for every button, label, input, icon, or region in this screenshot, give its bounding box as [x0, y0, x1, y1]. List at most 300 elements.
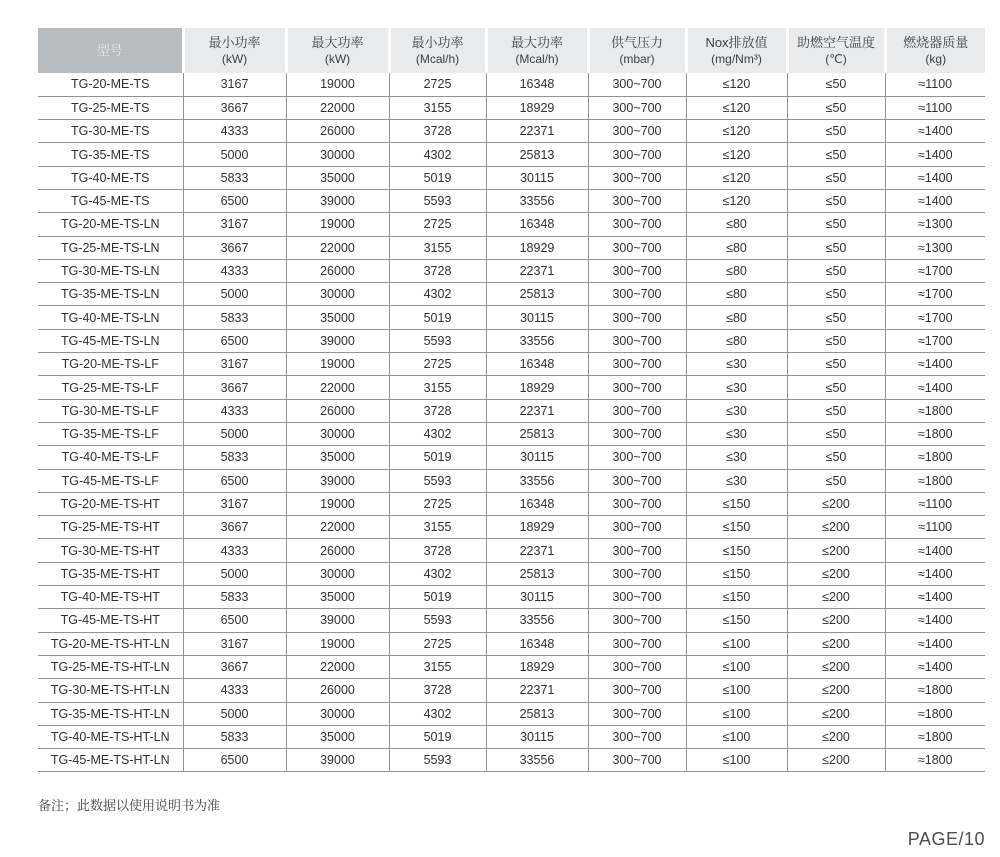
value-cell: ≤30 — [686, 353, 787, 376]
value-cell: 300~700 — [588, 329, 686, 352]
column-title: 最小功率 — [411, 34, 464, 50]
column-unit: (kW) — [324, 51, 351, 66]
value-cell: ≤50 — [787, 166, 885, 189]
value-cell: ≤200 — [787, 749, 885, 772]
value-cell: ≤80 — [686, 259, 787, 282]
value-cell: 22371 — [486, 120, 588, 143]
value-cell: ≈1400 — [885, 143, 985, 166]
value-cell: 35000 — [286, 166, 389, 189]
value-cell: ≈1400 — [885, 586, 985, 609]
model-cell: TG-40-ME-TS — [38, 166, 183, 189]
value-cell: ≈1800 — [885, 679, 985, 702]
value-cell: 300~700 — [588, 702, 686, 725]
value-cell: 5000 — [183, 283, 286, 306]
value-cell: ≤200 — [787, 725, 885, 748]
table-row — [38, 446, 985, 469]
table-row — [38, 539, 985, 562]
value-cell: ≈1800 — [885, 749, 985, 772]
value-cell: ≤50 — [787, 376, 885, 399]
value-cell: 300~700 — [588, 609, 686, 632]
footnote: 备注；此数据以使用说明书为准 — [38, 798, 221, 813]
value-cell: 26000 — [286, 679, 389, 702]
value-cell: ≈1400 — [885, 562, 985, 585]
value-cell: ≈1800 — [885, 725, 985, 748]
value-cell: 16348 — [486, 353, 588, 376]
value-cell: 22000 — [286, 96, 389, 119]
value-cell: ≤200 — [787, 516, 885, 539]
value-cell: 3667 — [183, 236, 286, 259]
value-cell: 4333 — [183, 539, 286, 562]
value-cell: ≤200 — [787, 655, 885, 678]
column-header — [787, 28, 885, 73]
value-cell: 33556 — [486, 609, 588, 632]
value-cell: 300~700 — [588, 376, 686, 399]
value-cell: 19000 — [286, 632, 389, 655]
value-cell: ≤30 — [686, 399, 787, 422]
column-header — [389, 28, 486, 73]
value-cell: 300~700 — [588, 166, 686, 189]
column-unit: (mbar) — [619, 51, 655, 66]
value-cell: 30115 — [486, 725, 588, 748]
value-cell: 3728 — [389, 679, 486, 702]
value-cell: ≤50 — [787, 73, 885, 96]
model-cell: TG-30-ME-TS-HT-LN — [38, 679, 183, 702]
value-cell: 300~700 — [588, 120, 686, 143]
value-cell: ≤100 — [686, 749, 787, 772]
value-cell: 30000 — [286, 702, 389, 725]
value-cell: ≤100 — [686, 655, 787, 678]
value-cell: ≤50 — [787, 469, 885, 492]
value-cell: 6500 — [183, 189, 286, 212]
value-cell: ≈1800 — [885, 469, 985, 492]
value-cell: 22371 — [486, 399, 588, 422]
value-cell: 26000 — [286, 259, 389, 282]
model-cell: TG-30-ME-TS-HT — [38, 539, 183, 562]
value-cell: 5019 — [389, 166, 486, 189]
table-row — [38, 120, 985, 143]
table-row — [38, 143, 985, 166]
value-cell: 3728 — [389, 539, 486, 562]
value-cell: 300~700 — [588, 539, 686, 562]
value-cell: 6500 — [183, 469, 286, 492]
value-cell: ≤80 — [686, 329, 787, 352]
value-cell: ≈1700 — [885, 306, 985, 329]
value-cell: 5000 — [183, 143, 286, 166]
value-cell: 30115 — [486, 306, 588, 329]
value-cell: 2725 — [389, 73, 486, 96]
value-cell: ≈1400 — [885, 609, 985, 632]
model-cell: TG-40-ME-TS-LN — [38, 306, 183, 329]
value-cell: ≈1100 — [885, 516, 985, 539]
value-cell: 5019 — [389, 446, 486, 469]
value-cell: 5000 — [183, 562, 286, 585]
value-cell: 300~700 — [588, 353, 686, 376]
value-cell: 26000 — [286, 120, 389, 143]
table-row — [38, 306, 985, 329]
table-row — [38, 329, 985, 352]
table-row — [38, 469, 985, 492]
value-cell: 33556 — [486, 469, 588, 492]
value-cell: 39000 — [286, 609, 389, 632]
table-row — [38, 166, 985, 189]
model-cell: TG-45-ME-TS-HT — [38, 609, 183, 632]
value-cell: 19000 — [286, 73, 389, 96]
table-row — [38, 259, 985, 282]
value-cell: 18929 — [486, 236, 588, 259]
value-cell: 18929 — [486, 516, 588, 539]
table-row — [38, 609, 985, 632]
value-cell: ≤120 — [686, 143, 787, 166]
value-cell: ≤30 — [686, 469, 787, 492]
value-cell: 3167 — [183, 632, 286, 655]
value-cell: 3167 — [183, 492, 286, 515]
value-cell: ≤200 — [787, 492, 885, 515]
value-cell: 30115 — [486, 446, 588, 469]
value-cell: ≤50 — [787, 143, 885, 166]
column-title: 型号 — [96, 43, 123, 58]
value-cell: ≤120 — [686, 166, 787, 189]
value-cell: 6500 — [183, 609, 286, 632]
value-cell: ≤50 — [787, 353, 885, 376]
value-cell: ≤80 — [686, 306, 787, 329]
value-cell: 5593 — [389, 469, 486, 492]
value-cell: ≈1100 — [885, 73, 985, 96]
value-cell: ≈1400 — [885, 120, 985, 143]
value-cell: 33556 — [486, 189, 588, 212]
model-cell: TG-45-ME-TS-HT-LN — [38, 749, 183, 772]
model-cell: TG-35-ME-TS-HT — [38, 562, 183, 585]
value-cell: 35000 — [286, 586, 389, 609]
value-cell: ≈1400 — [885, 189, 985, 212]
value-cell: ≤200 — [787, 539, 885, 562]
value-cell: ≤100 — [686, 725, 787, 748]
value-cell: 3167 — [183, 353, 286, 376]
table-row — [38, 189, 985, 212]
value-cell: 300~700 — [588, 492, 686, 515]
value-cell: ≈1800 — [885, 446, 985, 469]
column-unit: (kg) — [925, 51, 947, 66]
value-cell: 3728 — [389, 399, 486, 422]
model-cell: TG-25-ME-TS-HT — [38, 516, 183, 539]
value-cell: 300~700 — [588, 213, 686, 236]
value-cell: 39000 — [286, 469, 389, 492]
value-cell: ≤100 — [686, 679, 787, 702]
value-cell: ≈1100 — [885, 492, 985, 515]
value-cell: ≤200 — [787, 609, 885, 632]
value-cell: 3167 — [183, 73, 286, 96]
value-cell: 22000 — [286, 236, 389, 259]
model-cell: TG-45-ME-TS-LN — [38, 329, 183, 352]
value-cell: 300~700 — [588, 73, 686, 96]
value-cell: 5833 — [183, 725, 286, 748]
column-title: 助燃空气温度 — [796, 34, 875, 50]
value-cell: 5833 — [183, 586, 286, 609]
value-cell: ≤150 — [686, 586, 787, 609]
value-cell: ≤30 — [686, 422, 787, 445]
column-title: 最大功率 — [311, 34, 364, 50]
value-cell: 5019 — [389, 586, 486, 609]
value-cell: 300~700 — [588, 586, 686, 609]
value-cell: ≈1400 — [885, 539, 985, 562]
value-cell: ≤50 — [787, 399, 885, 422]
value-cell: 4302 — [389, 422, 486, 445]
table-row — [38, 422, 985, 445]
column-header — [38, 28, 183, 73]
value-cell: 2725 — [389, 353, 486, 376]
table-row — [38, 586, 985, 609]
value-cell: 3667 — [183, 376, 286, 399]
value-cell: 300~700 — [588, 749, 686, 772]
model-cell: TG-35-ME-TS-LN — [38, 283, 183, 306]
value-cell: ≤50 — [787, 236, 885, 259]
value-cell: 300~700 — [588, 469, 686, 492]
value-cell: 3155 — [389, 376, 486, 399]
value-cell: 300~700 — [588, 189, 686, 212]
table-row — [38, 632, 985, 655]
value-cell: ≈1300 — [885, 236, 985, 259]
column-header — [885, 28, 985, 73]
model-cell: TG-45-ME-TS-LF — [38, 469, 183, 492]
value-cell: 22000 — [286, 376, 389, 399]
table-row — [38, 679, 985, 702]
column-header — [183, 28, 286, 73]
table-row — [38, 236, 985, 259]
value-cell: 4333 — [183, 679, 286, 702]
value-cell: ≤150 — [686, 562, 787, 585]
value-cell: 16348 — [486, 73, 588, 96]
model-cell: TG-25-ME-TS-LN — [38, 236, 183, 259]
table-row — [38, 353, 985, 376]
value-cell: 2725 — [389, 213, 486, 236]
table-row — [38, 702, 985, 725]
value-cell: ≤200 — [787, 586, 885, 609]
value-cell: ≤100 — [686, 702, 787, 725]
model-cell: TG-20-ME-TS — [38, 73, 183, 96]
table-row — [38, 213, 985, 236]
value-cell: 300~700 — [588, 422, 686, 445]
value-cell: 5593 — [389, 749, 486, 772]
value-cell: 4302 — [389, 562, 486, 585]
value-cell: 30115 — [486, 586, 588, 609]
value-cell: ≤50 — [787, 120, 885, 143]
value-cell: 16348 — [486, 213, 588, 236]
value-cell: ≈1700 — [885, 329, 985, 352]
model-cell: TG-40-ME-TS-HT-LN — [38, 725, 183, 748]
value-cell: ≤50 — [787, 446, 885, 469]
value-cell: 300~700 — [588, 516, 686, 539]
table-row — [38, 725, 985, 748]
value-cell: 2725 — [389, 492, 486, 515]
model-cell: TG-35-ME-TS-LF — [38, 422, 183, 445]
value-cell: 3155 — [389, 655, 486, 678]
value-cell: ≤50 — [787, 329, 885, 352]
column-unit: (Mcal/h) — [415, 51, 460, 66]
column-header — [486, 28, 588, 73]
value-cell: 30000 — [286, 143, 389, 166]
value-cell: 300~700 — [588, 632, 686, 655]
value-cell: 4333 — [183, 259, 286, 282]
model-cell: TG-40-ME-TS-LF — [38, 446, 183, 469]
column-title: 燃烧器质量 — [903, 34, 969, 50]
value-cell: 18929 — [486, 96, 588, 119]
value-cell: 39000 — [286, 189, 389, 212]
value-cell: 3155 — [389, 96, 486, 119]
value-cell: 300~700 — [588, 725, 686, 748]
model-cell: TG-30-ME-TS — [38, 120, 183, 143]
value-cell: 35000 — [286, 306, 389, 329]
value-cell: 300~700 — [588, 399, 686, 422]
value-cell: 4333 — [183, 399, 286, 422]
value-cell: 22371 — [486, 259, 588, 282]
value-cell: 300~700 — [588, 283, 686, 306]
value-cell: ≤120 — [686, 73, 787, 96]
value-cell: 5593 — [389, 329, 486, 352]
value-cell: 5593 — [389, 609, 486, 632]
value-cell: ≤200 — [787, 679, 885, 702]
value-cell: 3667 — [183, 655, 286, 678]
header-row — [38, 28, 985, 73]
value-cell: 30000 — [286, 283, 389, 306]
value-cell: ≤120 — [686, 189, 787, 212]
model-cell: TG-25-ME-TS — [38, 96, 183, 119]
value-cell: ≤50 — [787, 259, 885, 282]
value-cell: 30115 — [486, 166, 588, 189]
model-cell: TG-25-ME-TS-LF — [38, 376, 183, 399]
value-cell: 19000 — [286, 492, 389, 515]
column-unit: (Mcal/h) — [515, 51, 559, 66]
value-cell: 300~700 — [588, 446, 686, 469]
value-cell: ≤50 — [787, 422, 885, 445]
model-cell: TG-30-ME-TS-LF — [38, 399, 183, 422]
value-cell: ≤200 — [787, 702, 885, 725]
value-cell: 5000 — [183, 422, 286, 445]
value-cell: 26000 — [286, 539, 389, 562]
model-cell: TG-45-ME-TS — [38, 189, 183, 212]
value-cell: 3155 — [389, 236, 486, 259]
column-title: 供气压力 — [610, 34, 663, 50]
model-cell: TG-40-ME-TS-HT — [38, 586, 183, 609]
value-cell: 19000 — [286, 213, 389, 236]
value-cell: ≈1700 — [885, 283, 985, 306]
column-unit: (mg/Nm³) — [711, 51, 762, 66]
value-cell: 5000 — [183, 702, 286, 725]
value-cell: ≤150 — [686, 609, 787, 632]
value-cell: 18929 — [486, 376, 588, 399]
value-cell: 30000 — [286, 422, 389, 445]
table-row — [38, 516, 985, 539]
value-cell: ≤80 — [686, 236, 787, 259]
value-cell: 3667 — [183, 96, 286, 119]
value-cell: ≈1400 — [885, 166, 985, 189]
column-header — [286, 28, 389, 73]
value-cell: ≤30 — [686, 376, 787, 399]
table-header — [38, 28, 985, 73]
value-cell: ≤150 — [686, 492, 787, 515]
value-cell: 300~700 — [588, 259, 686, 282]
value-cell: 16348 — [486, 632, 588, 655]
model-cell: TG-20-ME-TS-LF — [38, 353, 183, 376]
model-cell: TG-20-ME-TS-HT-LN — [38, 632, 183, 655]
value-cell: ≈1800 — [885, 422, 985, 445]
value-cell: 25813 — [486, 422, 588, 445]
value-cell: ≈1400 — [885, 353, 985, 376]
value-cell: ≤50 — [787, 96, 885, 119]
value-cell: ≤100 — [686, 632, 787, 655]
value-cell: 26000 — [286, 399, 389, 422]
value-cell: 35000 — [286, 725, 389, 748]
value-cell: 3728 — [389, 120, 486, 143]
value-cell: ≤200 — [787, 562, 885, 585]
value-cell: 39000 — [286, 749, 389, 772]
table-row — [38, 376, 985, 399]
column-header — [686, 28, 787, 73]
value-cell: 300~700 — [588, 306, 686, 329]
value-cell: 25813 — [486, 143, 588, 166]
model-cell: TG-35-ME-TS-HT-LN — [38, 702, 183, 725]
table-row — [38, 283, 985, 306]
value-cell: ≈1400 — [885, 376, 985, 399]
value-cell: ≈1300 — [885, 213, 985, 236]
value-cell: 4333 — [183, 120, 286, 143]
value-cell: 25813 — [486, 702, 588, 725]
value-cell: 5833 — [183, 446, 286, 469]
value-cell: ≤50 — [787, 306, 885, 329]
value-cell: 6500 — [183, 749, 286, 772]
value-cell: 6500 — [183, 329, 286, 352]
value-cell: ≤120 — [686, 120, 787, 143]
value-cell: 5833 — [183, 306, 286, 329]
value-cell: 5593 — [389, 189, 486, 212]
value-cell: ≤50 — [787, 189, 885, 212]
value-cell: 22371 — [486, 539, 588, 562]
model-cell: TG-30-ME-TS-LN — [38, 259, 183, 282]
value-cell: ≈1100 — [885, 96, 985, 119]
page-number: PAGE/10 — [907, 829, 985, 849]
column-unit: (℃) — [825, 51, 847, 66]
value-cell: ≤50 — [787, 213, 885, 236]
value-cell: ≈1800 — [885, 702, 985, 725]
value-cell: 5019 — [389, 306, 486, 329]
burner-spec-table — [38, 28, 985, 772]
model-cell: TG-20-ME-TS-LN — [38, 213, 183, 236]
value-cell: ≤80 — [686, 283, 787, 306]
value-cell: 22000 — [286, 655, 389, 678]
value-cell: 18929 — [486, 655, 588, 678]
value-cell: ≤30 — [686, 446, 787, 469]
table-row — [38, 96, 985, 119]
value-cell: 5833 — [183, 166, 286, 189]
value-cell: 3167 — [183, 213, 286, 236]
table-row — [38, 562, 985, 585]
value-cell: 300~700 — [588, 143, 686, 166]
value-cell: 33556 — [486, 329, 588, 352]
value-cell: 25813 — [486, 562, 588, 585]
value-cell: 25813 — [486, 283, 588, 306]
value-cell: 300~700 — [588, 679, 686, 702]
value-cell: 35000 — [286, 446, 389, 469]
value-cell: 3728 — [389, 259, 486, 282]
model-cell: TG-25-ME-TS-HT-LN — [38, 655, 183, 678]
table-row — [38, 749, 985, 772]
value-cell: 22000 — [286, 516, 389, 539]
value-cell: 19000 — [286, 353, 389, 376]
value-cell: 16348 — [486, 492, 588, 515]
value-cell: ≈1400 — [885, 655, 985, 678]
value-cell: 300~700 — [588, 655, 686, 678]
value-cell: 5019 — [389, 725, 486, 748]
value-cell: 300~700 — [588, 562, 686, 585]
table-row — [38, 399, 985, 422]
